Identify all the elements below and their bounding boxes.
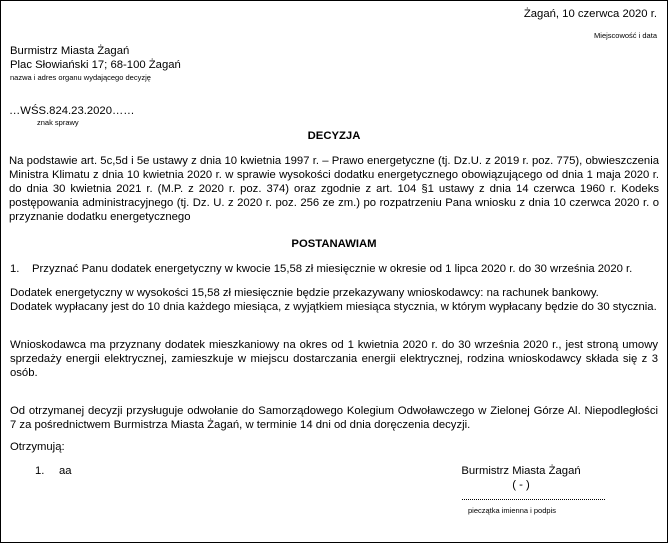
- signatory-name: Burmistrz Miasta Żagań: [461, 465, 581, 477]
- resolution-title: POSTANAWIAM: [291, 238, 377, 250]
- payment-note: [10, 286, 657, 314]
- recipient-name: aa: [59, 465, 72, 477]
- applicant-info: Wnioskodawca ma przyznany dodatek mieszkaniowy na okres od 1 kwietnia 2020 r. do 30 września 2020 r., jest stroną umowy sprzedaży energii elektrycznej, zamieszkuje w miejscu dostarczania energii elektrycznej, rodzina wnioskodawcy składa się z 3 osób.: [10, 339, 658, 379]
- authority-address: Plac Słowiański 17; 68-100 Żagań: [10, 59, 181, 71]
- signature-caption: pieczątka imienna i podpis: [468, 506, 556, 515]
- resolution-point: [10, 262, 632, 276]
- payment-schedule-line: Dodatek wypłacany jest do 10 dnia każdego miesiąca, z wyjątkiem miesiąca stycznia, w którym wypłacany będzie do 30 stycznia.: [10, 301, 657, 313]
- recipient-number: 1.: [35, 465, 45, 477]
- authority-name: Burmistrz Miasta Żagań: [10, 45, 130, 57]
- signature-line: [462, 499, 605, 500]
- case-number-caption: znak sprawy: [37, 118, 79, 127]
- authority-caption: nazwa i adres organu wydającego decyzję: [10, 73, 151, 82]
- appeal-info: Od otrzymanej decyzji przysługuje odwołanie do Samorządowego Kolegium Odwoławczego w Zielonej Górze Al. Niepodległości 7 za pośrednictwem Burmistrza Miasta Żagań, w terminie 14 dni od dnia doręczenia decyzji.: [10, 405, 658, 431]
- decision-title: DECYZJA: [307, 130, 361, 142]
- recipient-item: [35, 464, 72, 478]
- place-and-date: Żagań, 10 czerwca 2020 r.: [523, 8, 657, 20]
- payment-method-line: Dodatek energetyczny w wysokości 15,58 zł miesięcznie będzie przekazywany wnioskodawcy: na rachunek bankowy.: [10, 287, 599, 299]
- place-and-date-caption: Miejscowość i data: [594, 31, 657, 40]
- case-number: …WŚS.824.23.2020……: [9, 105, 135, 117]
- resolution-point-number: 1.: [10, 263, 20, 275]
- resolution-point-text: Przyznać Panu dodatek energetyczny w kwocie 15,58 zł miesięcznie w okresie od 1 lipca 2020 r. do 30 września 2020 r.: [32, 263, 633, 275]
- signature-mark: ( - ): [512, 479, 530, 491]
- recipients-label: Otrzymują:: [10, 441, 65, 453]
- decision-legal-basis: Na podstawie art. 5c,5d i 5e ustawy z dnia 10 kwietnia 1997 r. – Prawo energetyczne (tj. Dz.U. z 2019 r. poz. 775), obwieszczenia Ministra Klimatu z dnia 10 kwietnia 2020 r. w sprawie wysokości dodatku energetycznego obowiązującego od dnia 1 maja 2020 r. do dnia 30 kwietnia 2021 r. (M.P. z 2020 r. poz. 374) oraz zgodnie z art. 104 §1 ustawy z dnia 14 czerwca 1960 r. Kodeks postępowania administracyjnego (tj. Dz. U. z 2020 r. poz. 256 ze zm.) po rozpatrzeniu Pana wniosku z dnia 10 czerwca 2020 r. o przyznanie dodatku energetycznego: [9, 155, 659, 223]
